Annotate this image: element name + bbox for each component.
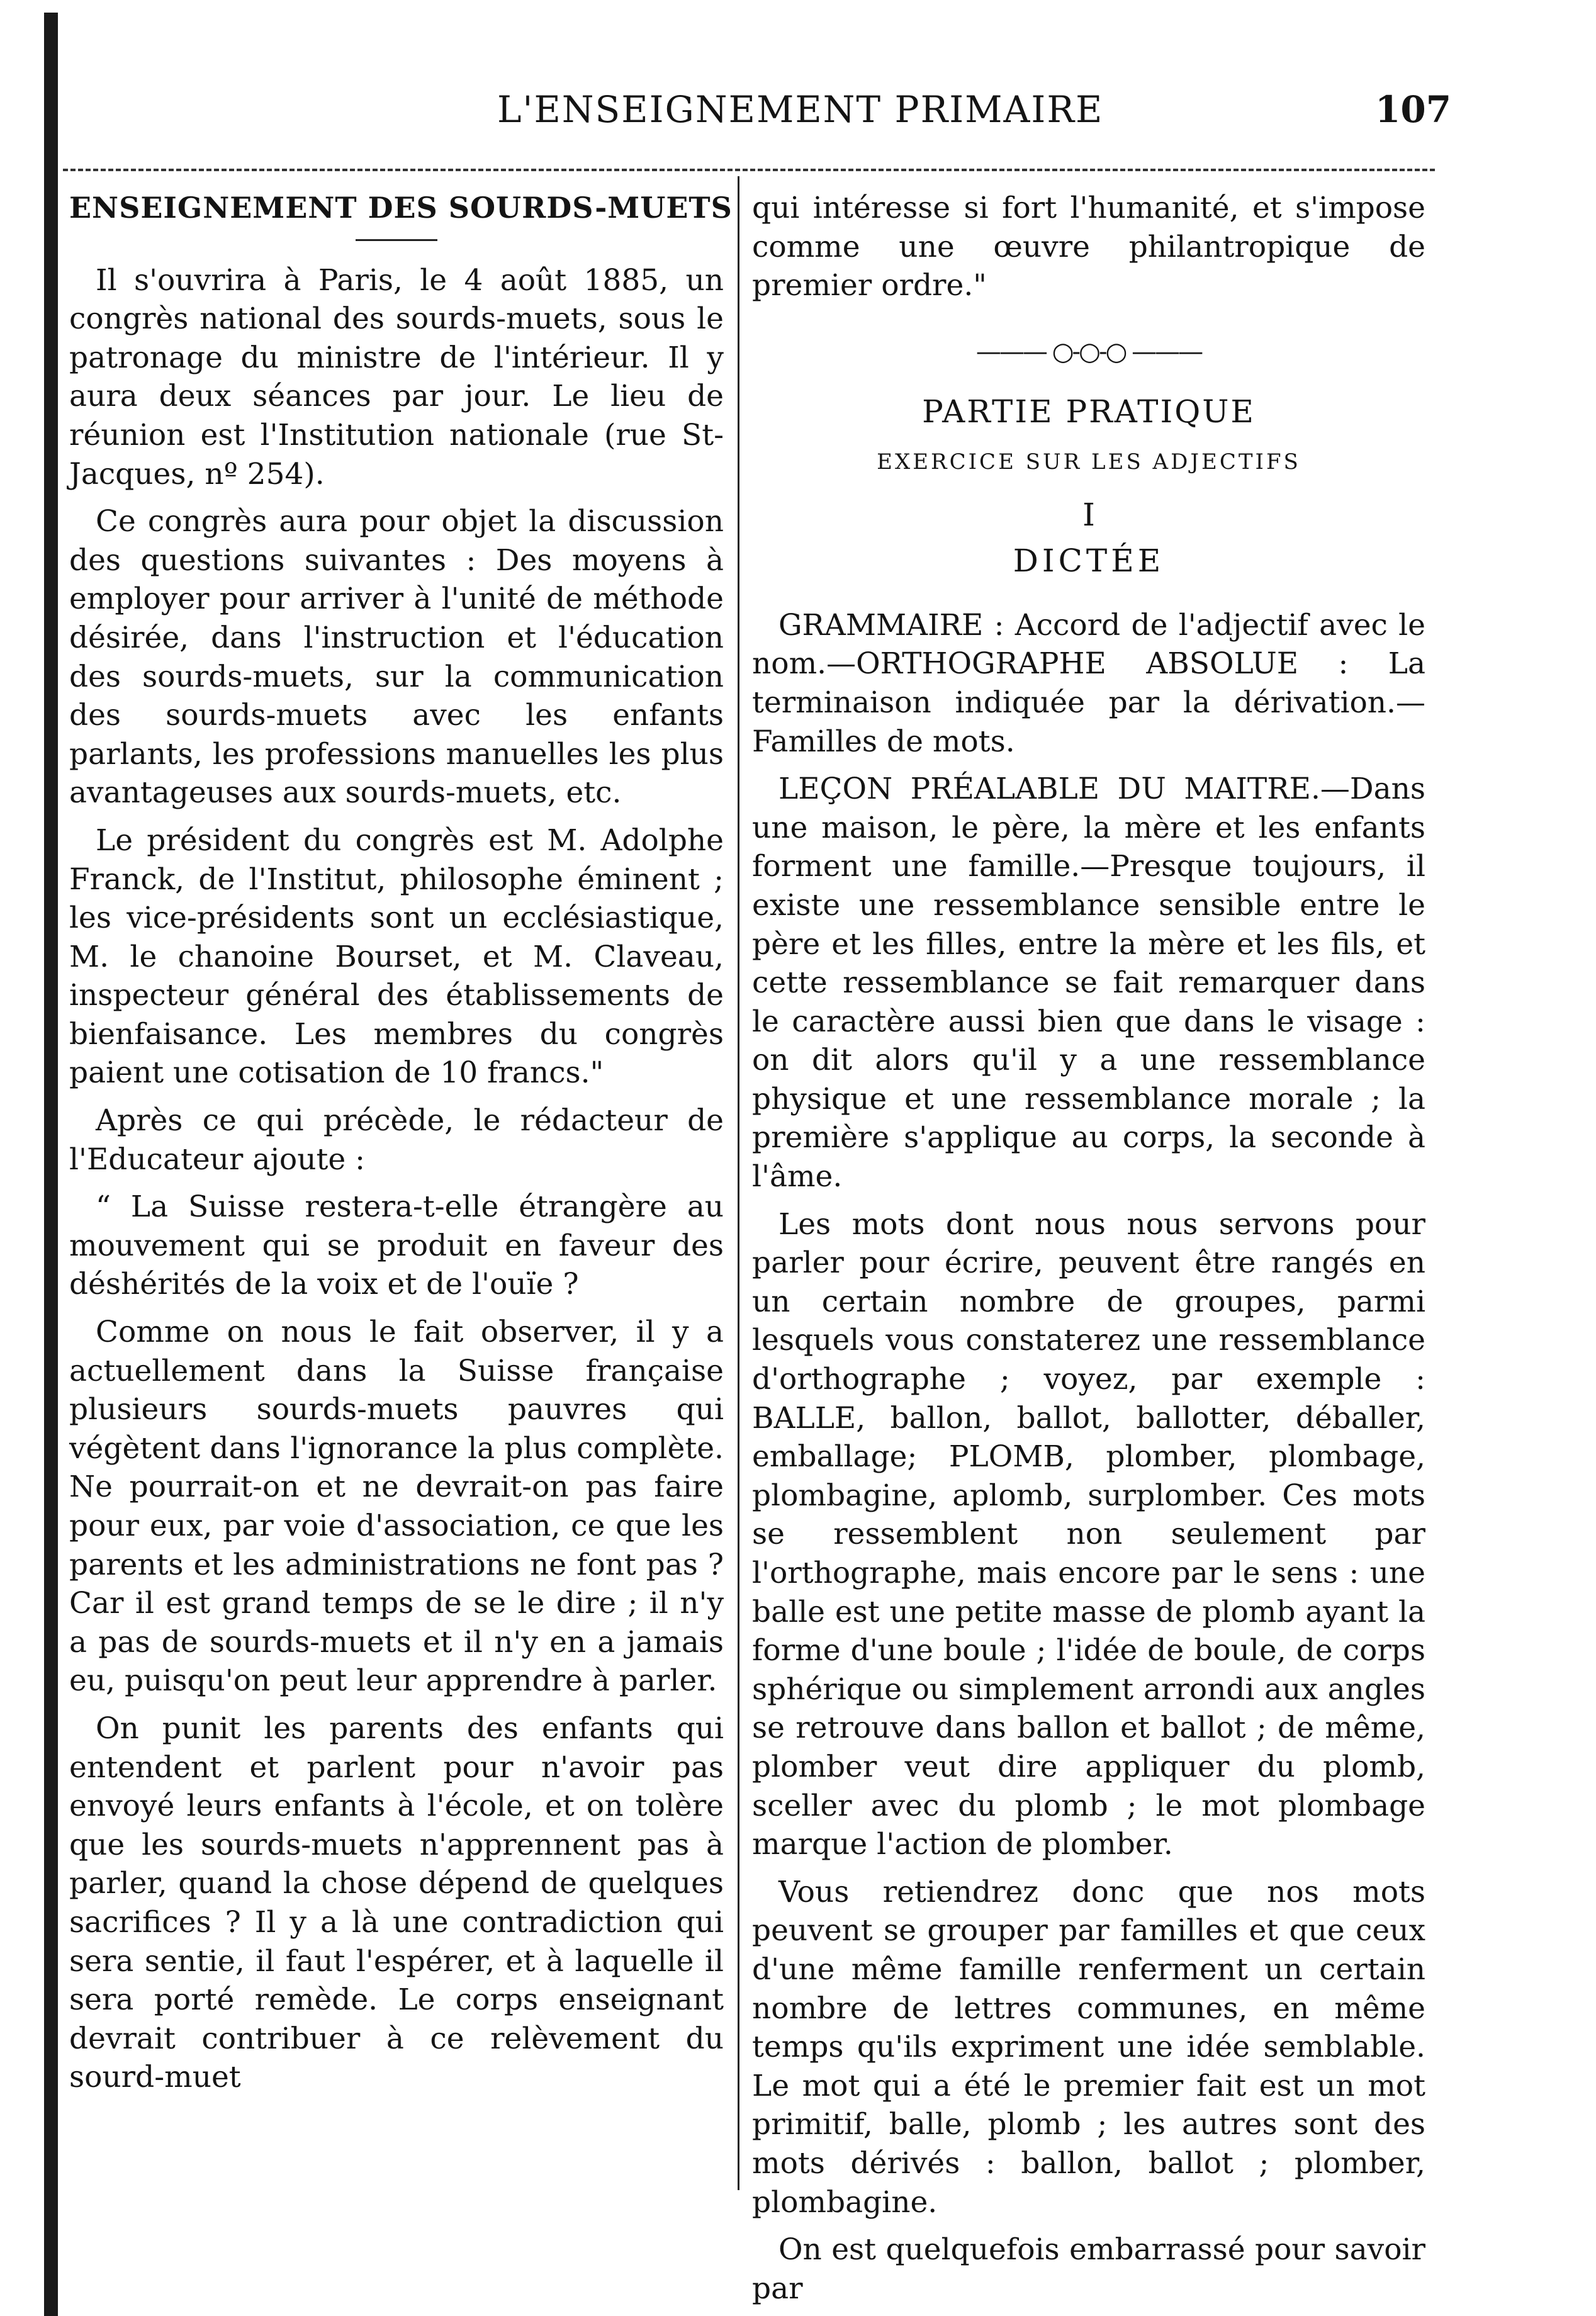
paragraph: Ce congrès aura pour objet la discussion des questions suivantes : Des moyens à employer pour arriver à l'unité de méthode désirée, dans l'instruction et l'éducation des sourds-muets, sur la communication des sourds-muets avec les enfants parlants, les professions manuelles les plus avantageuses aux sourds-muets, etc. <box>69 504 724 811</box>
paragraph: GRAMMAIRE : Accord de l'adjectif avec le nom.—ORTHOGRAPHE ABSOLUE : La terminaison indiquée par la dérivation.—Familles de mots. <box>752 607 1425 759</box>
part-heading: PARTIE PRATIQUE <box>922 393 1256 430</box>
header-rule <box>63 169 1435 171</box>
binding-edge <box>44 13 58 2316</box>
title-rule <box>356 239 437 241</box>
paragraph: Vous retiendrez donc que nos mots peuvent se grouper par familles et que ceux d'une même famille renferment un certain nombre de lettres communes, en même temps qu'ils expriment une idée semblable. Le mot qui a été le premier fait est un mot primitif, balle, plomb ; les autres sont des mots dérivés : ballon, ballot ; plomber, plombagine. <box>752 1874 1425 2220</box>
section-title: ENSEIGNEMENT DES SOURDS-MUETS <box>69 191 733 225</box>
left-column <box>69 189 733 2097</box>
paragraph: On est quelquefois embarrassé pour savoir par <box>752 2232 1425 2306</box>
paragraph: “ La Suisse restera-t-elle étrangère au mouvement qui se produit en faveur des déshérités de la voix et de l'ouïe ? <box>69 1189 724 1302</box>
dictee-heading: DICTÉE <box>1013 542 1165 580</box>
right-column <box>752 189 1425 2308</box>
column-rule <box>738 176 739 2190</box>
paragraph: Le président du congrès est M. Adolphe Franck, de l'Institut, philosophe éminent ; les vice-présidents sont un ecclésiastique, M. le chanoine Bourset, et M. Claveau, inspecteur général des établissements de bienfaisance. Les membres du congrès paient une cotisation de 10 francs." <box>69 823 724 1091</box>
exercise-heading: EXERCICE SUR LES ADJECTIFS <box>877 449 1301 475</box>
continued-paragraph: qui intéresse si fort l'humanité, et s'impose comme une œuvre philantropique de premier ordre." <box>752 191 1425 303</box>
paragraph: LEÇON PRÉALABLE DU MAITRE.—Dans une maison, le père, la mère et les enfants forment une famille.—Presque toujours, il existe une ressemblance sensible entre le père et les filles, entre la mère et les fils, et cette ressemblance se fait remarquer dans le caractère aussi bien que dans le visage : on dit alors qu'il y a une ressemblance physique et une ressemblance morale ; la première s'applique au corps, la seconde à l'âme. <box>752 772 1425 1195</box>
ornament-divider: ——— ○-○-○ ——— <box>975 337 1202 366</box>
paragraph: Les mots dont nous nous servons pour parler pour écrire, peuvent être rangés en un certain nombre de groupes, parmi lesquels vous constaterez une ressemblance d'orthographe ; voyez, par exemple : BALLE, ballon, ballot, ballotter, déballer, emballage; PLOMB, plomber, plombage, plombagine, aplomb, surplomber. Ces mots se ressemblent non seulement par l'orthographe, mais encore par le sens : une balle est une petite masse de plomb ayant la forme d'une boule ; l'idée de boule, de corps sphérique ou simplement arrondi aux angles se retrouve dans ballon et ballot ; de même, plomber veut dire appliquer du plomb, sceller avec du plomb ; le mot plombage marque l'action de plomber. <box>752 1206 1425 1862</box>
roman-numeral: I <box>1082 496 1095 533</box>
paragraph: Après ce qui précède, le rédacteur de l'Educateur ajoute : <box>69 1103 724 1177</box>
page-number: 107 <box>1375 88 1452 131</box>
paragraph: On punit les parents des enfants qui entendent et parlent pour n'avoir pas envoyé leurs enfants à l'école, et on tolère que les sourds-muets n'apprennent pas à parler, quand la chose dépend de quelques sacrifices ? Il y a là une contradiction qui sera sentie, il faut l'espérer, et à laquelle il sera porté remède. Le corps enseignant devrait contribuer à ce relèvement du sourd-muet <box>69 1711 724 2095</box>
paragraph: Comme on nous le fait observer, il y a actuellement dans la Suisse française plusieurs sourds-muets pauvres qui végètent dans l'ignorance la plus complète. Ne pourrait-on et ne devrait-on pas faire pour eux, par voie d'association, ce que les parents et les administrations ne font pas ? Car il est grand temps de se le dire ; il n'y a pas de sourds-muets et il n'y en a jamais eu, puisqu'on peut leur apprendre à parler. <box>69 1315 724 1699</box>
paragraph: Il s'ouvrira à Paris, le 4 août 1885, un congrès national des sourds-muets, sous le patronage du ministre de l'intérieur. Il y aura deux séances par jour. Le lieu de réunion est l'Institution nationale (rue St-Jacques, nº 254). <box>69 262 724 492</box>
running-title: L'ENSEIGNEMENT PRIMAIRE <box>497 88 1104 131</box>
